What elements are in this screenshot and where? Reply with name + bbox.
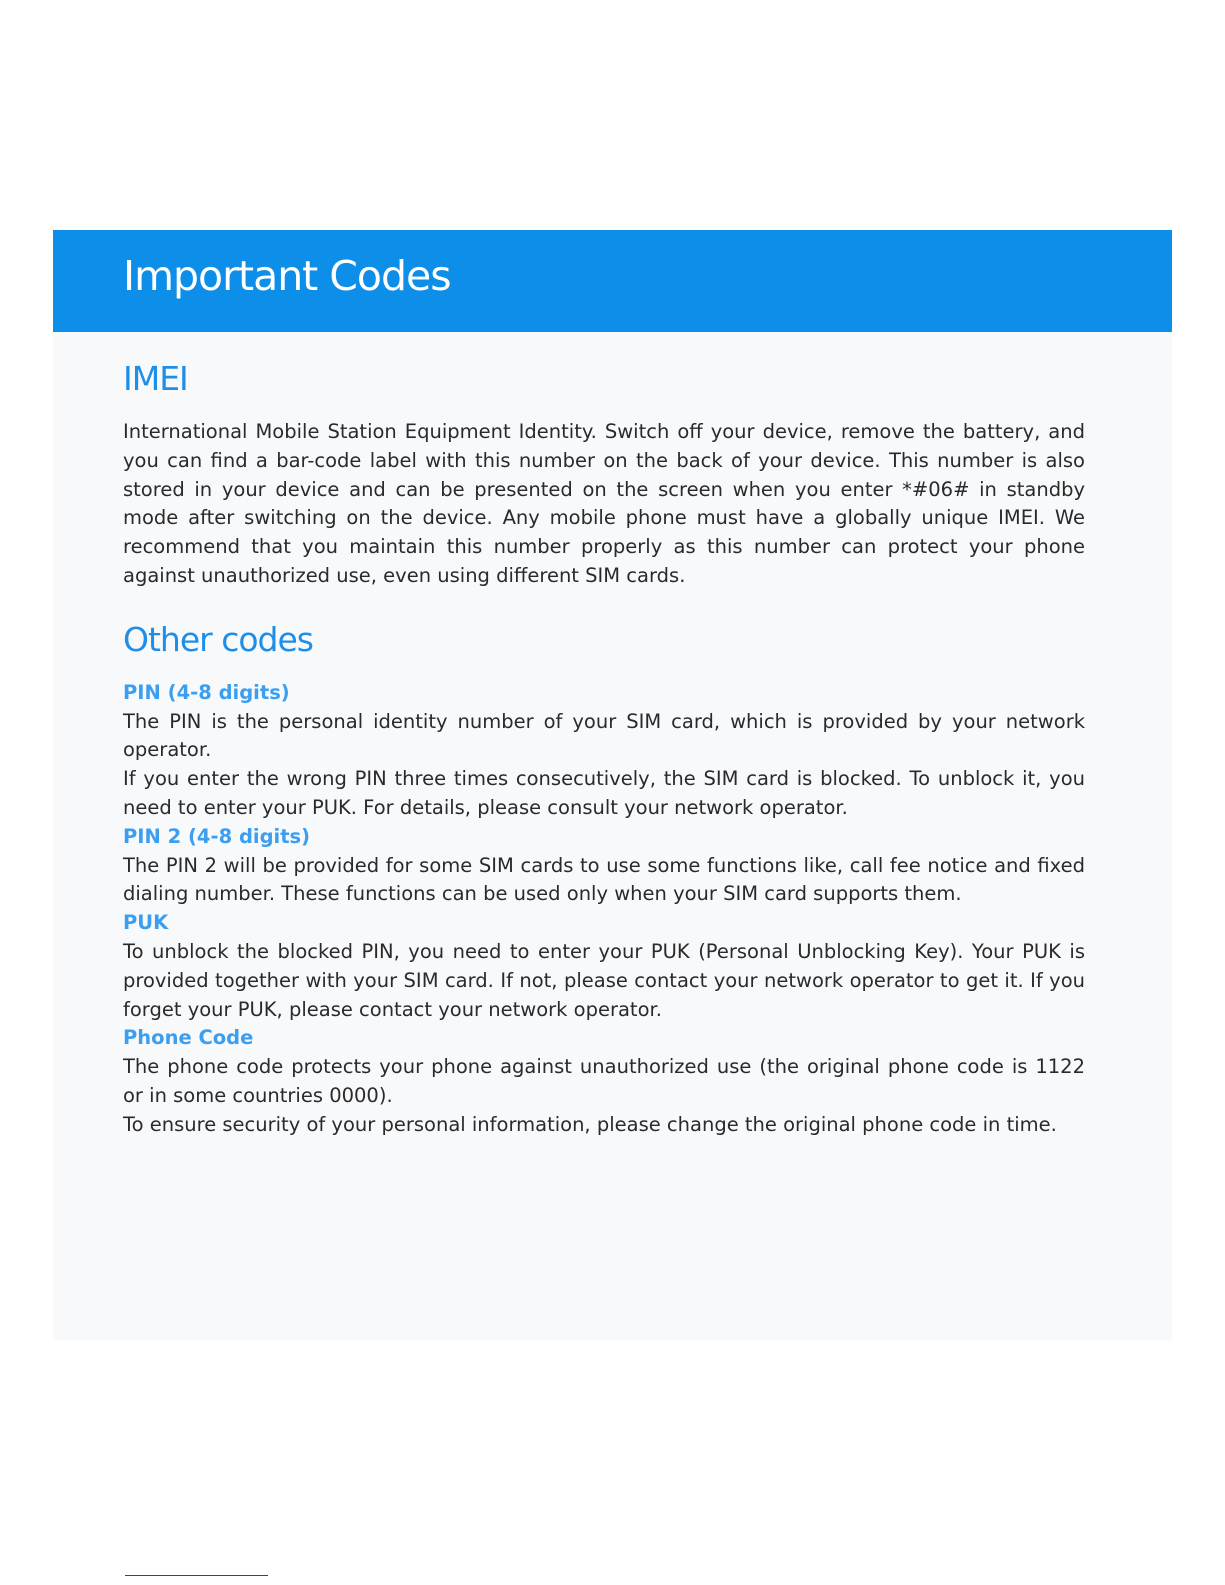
phone-code-text-1: The phone code protects your phone against unauthorized use (the original phone code is 1122 or in some countries 0000). [123, 1055, 1085, 1107]
page-panel [53, 230, 1172, 1340]
pin2-label: PIN 2 (4-8 digits) [123, 824, 311, 848]
footer-link-underline [125, 1575, 268, 1576]
pin-label: PIN (4-8 digits) [123, 680, 290, 704]
other-codes-heading: Other codes [123, 619, 313, 659]
puk-label: PUK [123, 911, 169, 935]
pin-text-2: If you enter the wrong PIN three times consecutively, the SIM card is blocked. To unblock it, you need to enter your PUK. For details, please consult your network operator. [123, 767, 1085, 819]
content [123, 356, 1085, 1140]
page-title: Important Codes [123, 252, 451, 300]
puk-text-1: To unblock the blocked PIN, you need to enter your PUK (Personal Unblocking Key). Your PUK is provided together with your SIM card. If not, please contact your network operator to get it. If you forget your PUK, please contact your network operator. [123, 939, 1085, 1021]
header-band [53, 230, 1172, 332]
pin-text-1: The PIN is the personal identity number of your SIM card, which is provided by your network operator. [123, 709, 1085, 762]
phone-code-text-2: To ensure security of your personal information, please change the original phone code in time. [123, 1112, 1057, 1136]
imei-heading: IMEI [123, 359, 188, 398]
pin2-text-1: The PIN 2 will be provided for some SIM cards to use some functions like, call fee notice and fixed dialing number. These functions can be used only when your SIM card supports them. [123, 853, 1085, 906]
imei-paragraph: International Mobile Station Equipment Identity. Switch off your device, remove the battery, and you can find a bar-code label with this number on the back of your device. This number is also stored in your device and can be presented on the screen when you enter *#06# in standby mode after switching on the device. Any mobile phone must have a globally unique IMEI. We recommend that you maintain this number properly as this number can protect your phone against unauthorized use, even using different SIM cards. [123, 420, 1085, 587]
phone-code-label: Phone Code [123, 1026, 254, 1050]
